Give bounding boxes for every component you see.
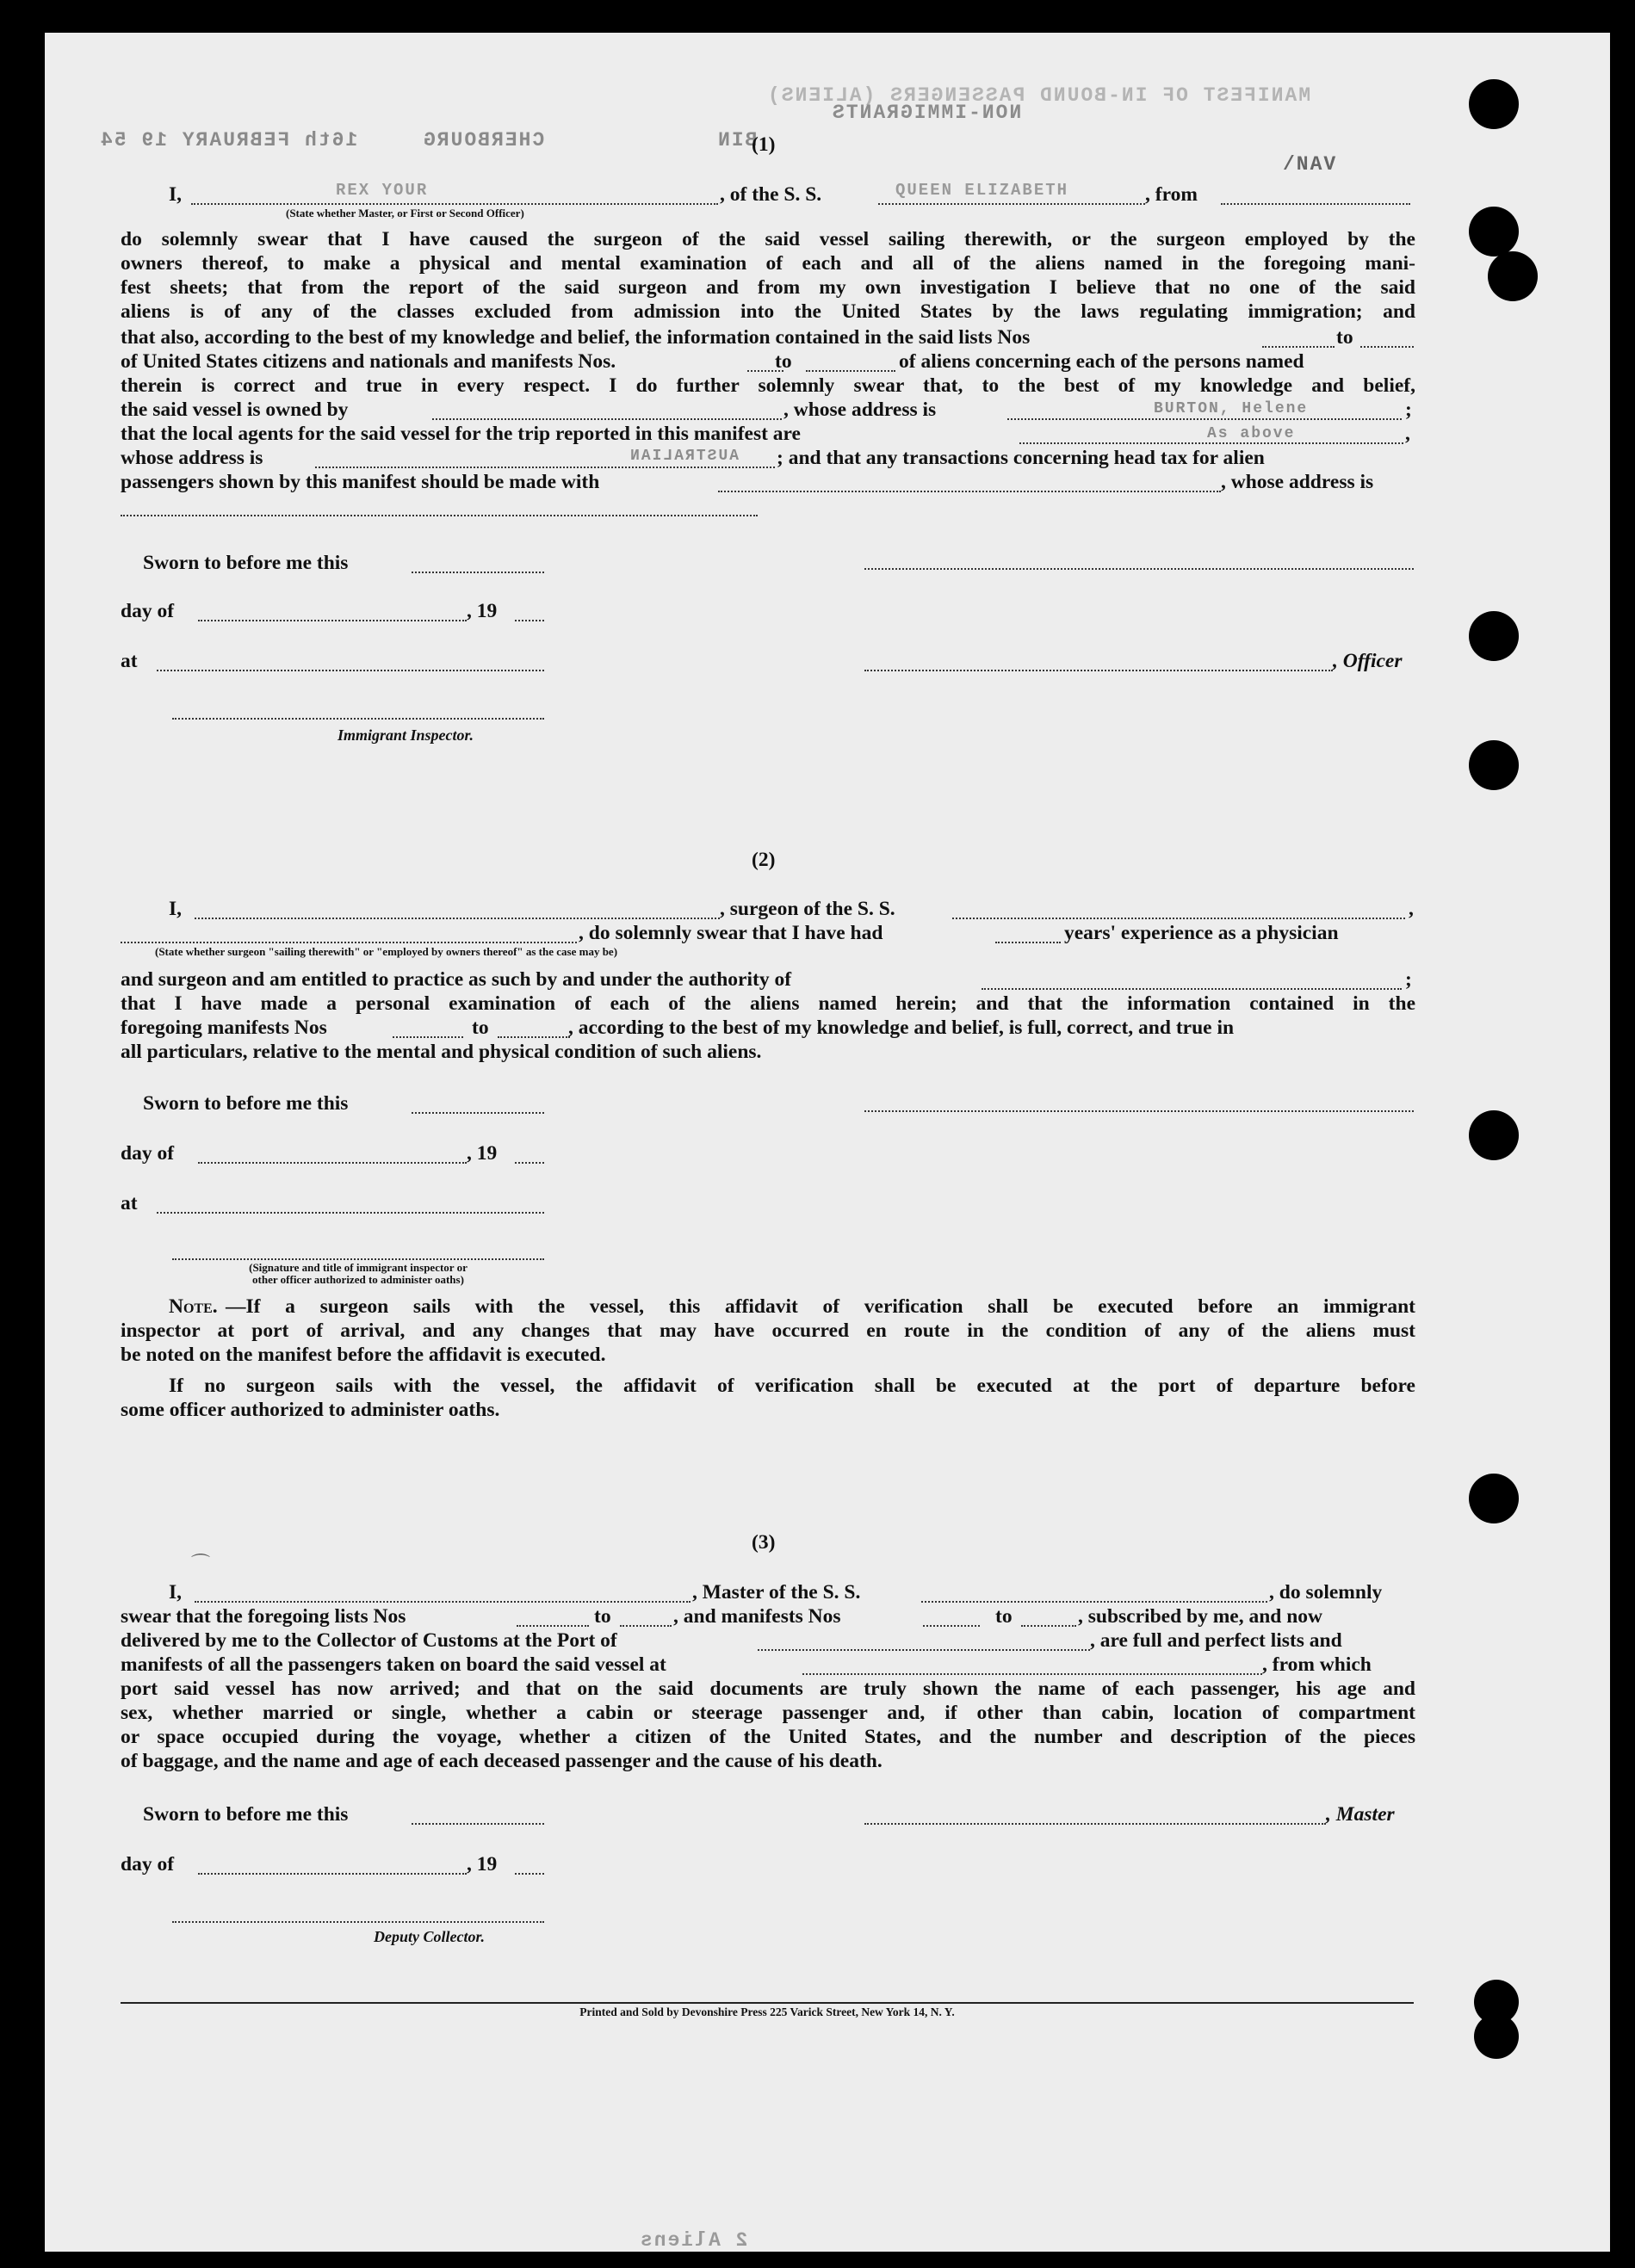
s2-authority-end: ; xyxy=(1405,968,1412,991)
s1-day-of-label: day of xyxy=(121,600,175,622)
s3-year-label: , 19 xyxy=(467,1853,498,1876)
s3-port-label: delivered by me to the Collector of Customs at the Port of xyxy=(121,1629,617,1652)
s3-manifests-label: , and manifests Nos xyxy=(673,1605,841,1628)
s2-manifests-to-field[interactable] xyxy=(498,1036,570,1038)
bleed-through-class: BIN xyxy=(716,129,758,151)
s3-port-field[interactable] xyxy=(758,1649,1090,1651)
punch-hole xyxy=(1474,2014,1519,2059)
lists-to-field[interactable] xyxy=(1360,346,1414,348)
s3-embark-field[interactable] xyxy=(802,1673,1262,1675)
bleed-through-manifest-title: MANIFEST OF IN-BOUND PASSENGERS (ALIENS) xyxy=(766,84,1311,107)
section-1-number: (1) xyxy=(752,133,776,156)
punch-hole xyxy=(1469,1110,1519,1160)
s3-subscribed: , subscribed by me, and now xyxy=(1078,1605,1323,1628)
s3-month-field[interactable] xyxy=(198,1873,467,1875)
s1-manifests-to: to xyxy=(775,350,792,373)
stray-mark: ⌒ xyxy=(191,1553,211,1574)
s3-year-field[interactable] xyxy=(515,1873,544,1875)
owner-field[interactable] xyxy=(432,418,782,420)
s1-officer-field[interactable] xyxy=(864,670,1333,671)
s1-agents-end: , xyxy=(1405,423,1410,445)
s2-line2-swear: , do solemnly swear that I have had xyxy=(579,922,883,944)
s3-line1-mid: , Master of the S. S. xyxy=(692,1581,861,1604)
s3-manifests-from-field[interactable] xyxy=(923,1625,980,1627)
s1-month-field[interactable] xyxy=(198,620,467,621)
s2-place-field[interactable] xyxy=(157,1212,544,1214)
owner-address-field[interactable] xyxy=(1007,418,1402,420)
s3-manifests-to-field[interactable] xyxy=(1021,1625,1076,1627)
from-port-field[interactable] xyxy=(1221,203,1410,205)
s1-officer-label: , Officer xyxy=(1333,650,1403,672)
note-line-1: —If a surgeon sails with the vessel, this affidavit of verification shall be executed before an immigrant xyxy=(226,1295,1415,1318)
s1-head-tax: ; and that any transactions concerning head tax for alien xyxy=(777,447,1265,469)
footer-rule xyxy=(121,2002,1414,2004)
s1-at-label: at xyxy=(121,650,138,672)
s2-signature-field[interactable] xyxy=(864,1110,1414,1112)
section-3-number: (3) xyxy=(752,1531,776,1554)
section-2-number: (2) xyxy=(752,849,776,871)
note-line: some officer authorized to administer oaths. xyxy=(121,1399,500,1421)
s2-manifests-rest: , according to the best of my knowledge and belief, is full, correct, and true in xyxy=(568,1017,1235,1039)
s1-owner-address-label: , whose address is xyxy=(783,399,937,421)
s2-manifests-label: foregoing manifests Nos xyxy=(121,1017,327,1039)
s2-day-of-label: day of xyxy=(121,1142,175,1165)
s2-manifests-to: to xyxy=(472,1017,489,1039)
s1-paragraph-line: do solemnly swear that I have caused the surgeon of the said vessel sailing therewith, or the surgeon employed by the xyxy=(121,228,1415,250)
s1-year-label: , 19 xyxy=(467,600,498,622)
s2-line1-start: I, xyxy=(169,898,183,920)
s1-signature-field[interactable] xyxy=(864,568,1414,570)
s2-at-label: at xyxy=(121,1192,138,1214)
s1-agents-address-label: whose address is xyxy=(121,447,263,469)
s1-paragraph-line: therein is correct and true in every respect. I do further solemnly swear that, to the best of my knowledge and belief, xyxy=(121,374,1415,397)
s3-lists-to-field[interactable] xyxy=(620,1625,672,1627)
bleed-through-footer: 2 Aliens xyxy=(639,2229,748,2252)
s2-paragraph-line: that I have made a personal examination of each of the aliens named herein; and that the information contained in the xyxy=(121,992,1415,1015)
s3-lists-label: swear that the foregoing lists Nos xyxy=(121,1605,406,1628)
note-line: be noted on the manifest before the affidavit is executed. xyxy=(121,1344,606,1366)
s3-paragraph-line: sex, whether married or single, whether a cabin or steerage passenger and, if other than cabin, location of compartment xyxy=(121,1702,1415,1724)
s1-line1-mid: , of the S. S. xyxy=(720,183,822,206)
punch-hole xyxy=(1469,207,1519,256)
s1-year-field[interactable] xyxy=(515,620,544,621)
s2-inspector-note-1: (Signature and title of immigrant inspector or xyxy=(249,1261,468,1274)
s2-years-field[interactable] xyxy=(995,942,1061,943)
s2-manifests-from-field[interactable] xyxy=(393,1036,463,1038)
head-tax-address-field[interactable] xyxy=(121,515,758,516)
master-name-field[interactable] xyxy=(191,203,718,205)
s1-head-tax-address-label: , whose address is xyxy=(1221,471,1374,493)
vessel-name-field[interactable] xyxy=(878,203,1145,205)
s3-master-label: , Master xyxy=(1326,1803,1395,1826)
agents-field[interactable] xyxy=(1019,442,1403,444)
s1-place-field[interactable] xyxy=(157,670,544,671)
s2-line2-end: years' experience as a physician xyxy=(1064,922,1339,944)
s2-year-field[interactable] xyxy=(515,1162,544,1164)
note-line: inspector at port of arrival, and any changes that may have occurred en route in the condition of any of the aliens must xyxy=(121,1319,1415,1342)
s1-line1-start: I, xyxy=(169,183,183,206)
s2-year-label: , 19 xyxy=(467,1142,498,1165)
s1-agents-label: that the local agents for the said vessel for the trip reported in this manifest are xyxy=(121,423,801,445)
s3-sworn-date-field[interactable] xyxy=(412,1823,544,1825)
agents-value: As above xyxy=(1207,425,1296,442)
punch-hole xyxy=(1469,740,1519,790)
s2-inspector-signature-field[interactable] xyxy=(172,1258,544,1260)
s3-paragraph-line: port said vessel has now arrived; and that on the said documents are truly shown the name of each passenger, his age and xyxy=(121,1678,1415,1700)
s1-paragraph-line: aliens is of any of the classes excluded from admission into the United States by the laws regulating immigration; and xyxy=(121,300,1415,323)
s1-inspector-label: Immigrant Inspector. xyxy=(338,726,474,744)
s3-paragraph-last: of baggage, and the name and age of each deceased passenger and the cause of his death. xyxy=(121,1750,883,1772)
master-name-value: REX YOUR xyxy=(336,181,429,200)
head-tax-contact-field[interactable] xyxy=(718,491,1221,492)
s2-sworn-date-field[interactable] xyxy=(412,1112,544,1114)
s1-line1-end: , from xyxy=(1145,183,1198,206)
s1-manifests-rest: of aliens concerning each of the persons named xyxy=(899,350,1304,373)
s1-owner-end: ; xyxy=(1405,399,1412,421)
s1-owner-label: the said vessel is owned by xyxy=(121,399,349,421)
s2-month-field[interactable] xyxy=(198,1162,467,1164)
s2-inspector-note-2: other officer authorized to administer oaths) xyxy=(252,1273,464,1286)
owner-address-value: BURTON, Helene xyxy=(1154,400,1309,417)
s1-paragraph-line: owners thereof, to make a physical and mental examination of each and all of the aliens named in the foregoing mani- xyxy=(121,252,1415,275)
s3-master-name-field[interactable] xyxy=(195,1601,691,1603)
s2-sworn-label: Sworn to before me this xyxy=(143,1092,349,1115)
s3-vessel-field[interactable] xyxy=(921,1601,1267,1603)
corner-mark: /NAV xyxy=(1283,153,1338,176)
punch-hole xyxy=(1469,1474,1519,1523)
s3-lists-to: to xyxy=(594,1605,611,1628)
bleed-through-port: CHERBOURG xyxy=(422,129,545,151)
agents-address-value: AUSTRALIAN xyxy=(629,448,740,465)
s3-paragraph-line: or space occupied during the voyage, whether a citizen of the United States, and the number and description of the pieces xyxy=(121,1726,1415,1748)
note-line-4: If no surgeon sails with the vessel, the affidavit of verification shall be executed at the port of departure before xyxy=(169,1375,1415,1397)
s3-day-of-label: day of xyxy=(121,1853,175,1876)
s3-sworn-label: Sworn to before me this xyxy=(143,1803,349,1826)
s3-embark-rest: , from which xyxy=(1262,1653,1372,1676)
s2-line1-end: , xyxy=(1409,898,1414,920)
s2-surgeon-name-field[interactable] xyxy=(195,918,720,919)
printer-imprint: Printed and Sold by Devonshire Press 225 Varick Street, New York 14, N. Y. xyxy=(579,2005,955,2018)
vessel-name-value: QUEEN ELIZABETH xyxy=(895,181,1069,200)
manifests-to-field[interactable] xyxy=(806,370,895,372)
s2-line1-mid: , surgeon of the S. S. xyxy=(720,898,895,920)
punch-hole xyxy=(1469,79,1519,129)
bleed-through-date: 16th FEBRUARY 19 54 xyxy=(99,129,358,151)
s3-embark-label: manifests of all the passengers taken on board the said vessel at xyxy=(121,1653,666,1676)
bleed-through-non-immigrants: NON-IMMIGRANTS xyxy=(831,102,1022,124)
s1-manifests-label: of United States citizens and nationals and manifests Nos. xyxy=(121,350,616,373)
s1-inspector-signature-field[interactable] xyxy=(172,718,544,720)
s1-sworn-label: Sworn to before me this xyxy=(143,552,349,574)
s1-lists-label: that also, according to the best of my knowledge and belief, the information contained in the said lists Nos xyxy=(121,326,1031,349)
s3-line1-end: , do solemnly xyxy=(1269,1581,1383,1604)
s2-surgeon-type-note: (State whether surgeon "sailing therewith" or "employed by owners thereof" as the case may be) xyxy=(155,945,618,958)
punch-hole xyxy=(1488,251,1538,301)
s1-officer-note: (State whether Master, or First or Second Officer) xyxy=(286,207,524,219)
punch-hole xyxy=(1469,611,1519,661)
s2-surgeon-type-field[interactable] xyxy=(121,942,577,943)
s2-authority-label: and surgeon and am entitled to practice as such by and under the authority of xyxy=(121,968,792,991)
s2-vessel-field[interactable] xyxy=(952,918,1405,919)
note-label: Note. xyxy=(169,1295,218,1318)
lists-from-field[interactable] xyxy=(1262,346,1335,348)
s1-head-tax-contact-label: passengers shown by this manifest should be made with xyxy=(121,471,600,493)
s2-paragraph-last: all particulars, relative to the mental and physical condition of such aliens. xyxy=(121,1041,762,1063)
s3-port-rest: , are full and perfect lists and xyxy=(1090,1629,1342,1652)
s3-collector-signature-field[interactable] xyxy=(172,1921,544,1923)
s1-sworn-date-field[interactable] xyxy=(412,572,544,573)
s3-master-signature-field[interactable] xyxy=(864,1823,1326,1825)
s3-manifests-to: to xyxy=(995,1605,1013,1628)
agents-address-field[interactable] xyxy=(315,467,775,468)
s3-deputy-label: Deputy Collector. xyxy=(374,1928,485,1945)
s3-line1-start: I, xyxy=(169,1581,183,1604)
s1-paragraph-line: fest sheets; that from the report of the said surgeon and from my own investigation I believe that no one of the said xyxy=(121,276,1415,299)
s1-lists-to: to xyxy=(1336,326,1353,349)
s2-authority-field[interactable] xyxy=(982,988,1402,990)
s3-lists-from-field[interactable] xyxy=(517,1625,589,1627)
